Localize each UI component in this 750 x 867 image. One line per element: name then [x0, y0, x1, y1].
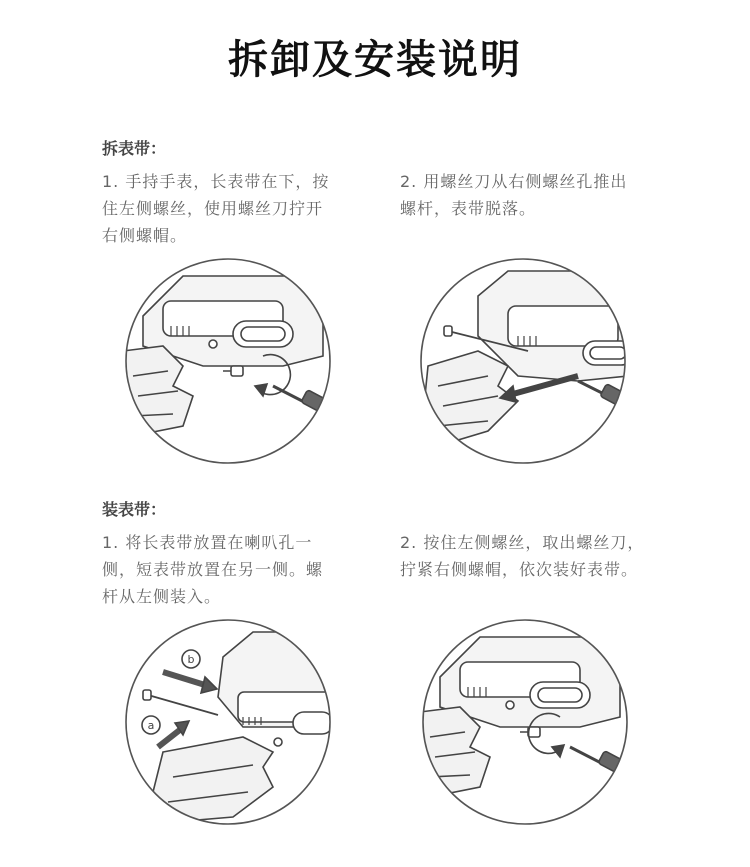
install-step-1: [102, 529, 372, 610]
install-step-2-line-2: 拧紧右侧螺帽，依次装好表带。: [400, 560, 639, 579]
remove-step-2-line-2: 螺杆，表带脱落。: [400, 199, 537, 218]
page-title: 拆卸及安装说明: [228, 37, 522, 83]
remove-illustration-2: [418, 256, 628, 466]
remove-step-1-line-3: 右侧螺帽。: [102, 226, 188, 245]
remove-heading: 拆表带：: [102, 139, 167, 158]
install-step-2: [400, 529, 690, 583]
install-illustration-2: [420, 617, 630, 827]
remove-step-2-line-1: 2. 用螺丝刀从右侧螺丝孔推出: [400, 172, 628, 191]
label-a: a: [147, 719, 155, 732]
install-step-2-line-1: 2. 按住左侧螺丝，取出螺丝刀，: [400, 533, 645, 552]
remove-step-1: [102, 168, 372, 249]
install-step-1-line-1: 1. 将长表带放置在喇叭孔一: [102, 533, 313, 552]
remove-step-2: [400, 168, 680, 222]
label-b: b: [187, 653, 195, 666]
install-step-1-line-2: 侧，短表带放置在另一侧。螺: [102, 560, 324, 579]
install-illustration-1: [123, 617, 333, 827]
remove-step-1-line-1: 1. 手持手表，长表带在下，按: [102, 172, 330, 191]
remove-step-1-line-2: 住左侧螺丝，使用螺丝刀拧开: [102, 199, 324, 218]
remove-illustration-1: [123, 256, 333, 466]
install-heading: 装表带：: [102, 500, 167, 519]
install-step-1-line-3: 杆从左侧装入。: [102, 587, 222, 606]
